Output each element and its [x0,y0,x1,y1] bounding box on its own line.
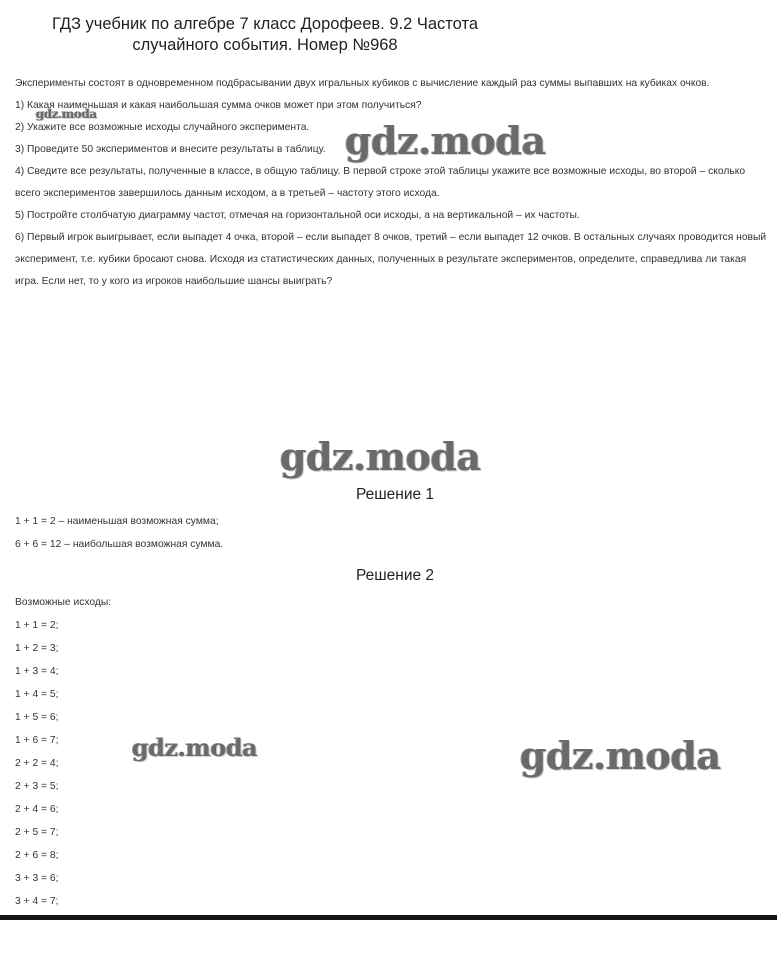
outcome-line: 1 + 5 = 6; [15,712,59,723]
page-title-line-2: случайного события. Номер №968 [132,36,398,54]
outcome-line: 2 + 3 = 5; [15,781,59,792]
task-question-3: 3) Проведите 50 экспериментов и внесите результаты в таблицу. [15,144,326,155]
outcome-line: 1 + 4 = 5; [15,689,59,700]
task-intro: Эксперименты состоят в одновременном подбрасывании двух игральных кубиков с вычисление каждый раз суммы выпавших на кубиках очков. [15,78,710,89]
outcome-line: 1 + 2 = 3; [15,643,59,654]
outcome-line: 1 + 1 = 2; [15,620,59,631]
task-question-1: 1) Какая наименьшая и какая наибольшая сумма очков может при этом получиться? [15,100,422,111]
outcome-line: 1 + 6 = 7; [15,735,59,746]
task-text [15,73,767,293]
outcome-line: 3 + 4 = 7; [15,896,59,907]
outcome-line: 2 + 5 = 7; [15,827,59,838]
bottom-divider [0,915,777,920]
task-question-4: 4) Сведите все результаты, полученные в классе, в общую таблицу. В первой строке этой таблицы укажите все возможные исходы, во второй – сколько всего экспериментов завершилось данным исходом, а в третьей – частоту этого исхода. [15,166,746,199]
solution-intro: Возможные исходы: [15,597,112,608]
outcome-line: 1 + 3 = 4; [15,666,59,677]
solution-1-text [15,510,223,556]
task-question-6: 6) Первый игрок выигрывает, если выпадет 4 очка, второй – если выпадет 8 очков, третий – если выпадет 12 очков. В остальных случаях проводится новый эксперимент, т.е. кубики бросают снова. Исходя из статистических данных, полученных в результате экспериментов, определите, справедлива ли такая игра. Если нет, то у кого из игроков наибольшие шансы выиграть? [15,232,767,287]
watermark-logo: gdz.moda [280,434,481,479]
outcome-line: 2 + 2 = 4; [15,758,59,769]
watermark-logo: gdz.moda [520,733,721,778]
solution-2-title: Решение 2 [355,567,435,584]
outcome-line: 2 + 6 = 8; [15,850,59,861]
outcome-line: 3 + 3 = 6; [15,873,59,884]
page-title [0,14,530,56]
solution-line: 1 + 1 = 2 – наименьшая возможная сумма; [15,516,219,527]
watermark-logo: gdz.moda [132,733,258,762]
solution-line: 6 + 6 = 12 – наибольшая возможная сумма. [15,539,224,550]
page-title-line-1: ГДЗ учебник по алгебре 7 класс Дорофеев. 9.2 Частота [52,15,478,33]
solution-2-text [15,591,111,913]
task-question-2: 2) Укажите все возможные исходы случайного эксперимента. [15,122,310,133]
watermark-logo: gdz.moda [36,107,97,121]
solution-1-title: Решение 1 [355,486,435,503]
task-question-5: 5) Постройте столбчатую диаграмму частот, отмечая на горизонтальной оси исходы, а на вертикальной – их частоты. [15,210,580,221]
watermark-logo: gdz.moda [345,118,546,163]
outcome-line: 2 + 4 = 6; [15,804,59,815]
